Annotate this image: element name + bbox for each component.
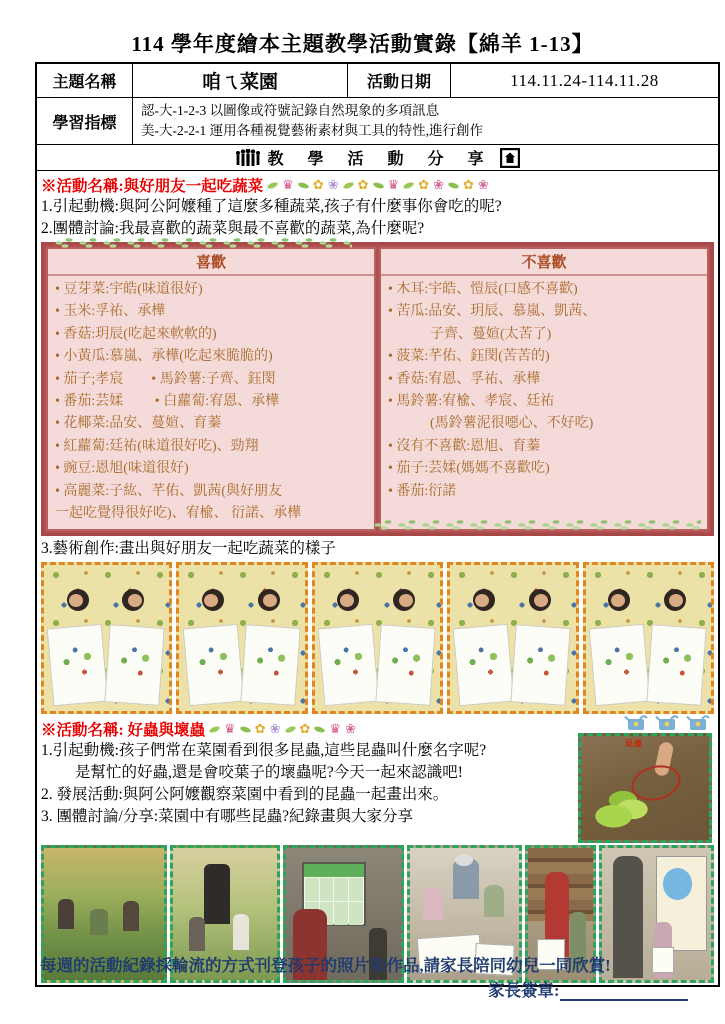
- flower-icon: ✿: [418, 177, 430, 193]
- weekly-notice: 每週的活動紀錄採輪流的方式刊登孩子的照片和作品,請家長陪同幼兒一同欣賞!: [40, 956, 611, 975]
- like-item: • 花椰菜:品安、蔓媗、育蓁: [55, 416, 222, 432]
- like-items: [48, 276, 374, 529]
- like-item: • 香菇:玥辰(吃起來軟軟的): [55, 326, 217, 342]
- drawing-paper: [646, 624, 706, 706]
- date-value: 114.11.24-114.11.28: [510, 70, 659, 90]
- dislike-item: • 馬鈴薯:宥楡、孝宸、廷祐: [388, 394, 555, 410]
- adult-figure: [204, 864, 230, 924]
- page-title: 114 學年度繪本主題教學活動實錄【綿羊 1-13】: [131, 32, 594, 56]
- child-face: [69, 594, 83, 607]
- flower-icon: ♛: [329, 721, 342, 737]
- child-figure: [484, 885, 504, 917]
- indicator-line-2: 美-大-2-2-1 運用各種視覺藝術素材與工具的特性,進行創作: [141, 123, 483, 138]
- teacher-figure: [613, 856, 643, 977]
- activity2-block: [41, 718, 714, 840]
- leaf-icon: [372, 181, 384, 189]
- dislike-item: • 苦瓜:品安、玥辰、慕嵐、凱茜、: [388, 304, 597, 320]
- photo-art-2: [176, 562, 307, 714]
- photo-art-3: [312, 562, 443, 714]
- lettuce-bug-photo: [578, 733, 712, 843]
- child-figure: [90, 909, 108, 935]
- child-figure: [423, 888, 443, 920]
- leaf-icon: [403, 181, 415, 190]
- signature-label: 家長簽章:: [488, 981, 560, 1000]
- child-figure: [123, 901, 139, 931]
- children-group-icon: [235, 149, 261, 166]
- flower-icon: ✿: [312, 177, 324, 193]
- theme-label: 主題名稱: [37, 64, 133, 97]
- dislike-items: [381, 276, 707, 507]
- activity-content: [37, 171, 718, 985]
- flower-icon: ❀: [433, 177, 445, 193]
- vine-decoration: [371, 520, 701, 530]
- leaf-icon: [297, 181, 309, 189]
- like-item: • 小黃瓜:慕嵐、承樺(吃起來脆脆的): [55, 349, 273, 365]
- flower-icon: ✿: [357, 177, 369, 193]
- drawing-paper: [47, 624, 108, 706]
- dislike-item: • 木耳:宇皓、愷辰(口感不喜歡): [388, 282, 578, 297]
- dislike-header: 不喜歡: [381, 249, 707, 276]
- activity2-line-4: 3. 團體討論/分享:菜園中有哪些昆蟲?紀錄畫與大家分享: [41, 808, 413, 826]
- activity1-art-line: 3.藝術創作:畫出與好朋友一起吃蔬菜的樣子: [41, 540, 336, 558]
- slide-title-bar: [304, 864, 364, 877]
- flower-icon: ✿: [463, 177, 474, 193]
- dislike-item: • 沒有不喜歡:恩旭、育蓁: [388, 438, 541, 454]
- indicator-line-1: 認-大-1-2-3 以圖像或符號記錄自然現象的多項訊息: [141, 103, 440, 118]
- framed-stamp-icon: [500, 148, 520, 168]
- watering-can-icon: [655, 714, 679, 731]
- activity1-title-row: [41, 174, 714, 196]
- flower-icon: ♛: [224, 721, 236, 737]
- watering-can-icon: [624, 714, 648, 731]
- activity1-line-1: 1.引起動機:與阿公阿嬤種了這麼多種蔬菜,孩子有什麼事你會吃的呢?: [41, 198, 502, 215]
- like-item: • 番茄:芸媃 • 白蘿蔔:宥恩、承樺: [55, 394, 280, 410]
- activity2-line-2: 是幫忙的好蟲,還是會咬葉子的壞蟲呢?今天一起來認識吧!: [75, 764, 463, 782]
- activity1-line-2: 2.團體討論:我最喜歡的蔬菜與最不喜歡的蔬菜,為什麼呢?: [41, 220, 425, 237]
- bug-photo-label: 昆蟲: [625, 739, 643, 749]
- dislike-item: (馬鈴薯泥很噁心、不好吃): [388, 416, 594, 432]
- child-figure: [233, 914, 249, 950]
- like-item: • 茄子;孝宸 • 馬鈴薯:子齊、鈺閔: [55, 371, 276, 387]
- photo-art-1: [41, 562, 172, 714]
- art-photo-row: [41, 562, 714, 714]
- child-face: [128, 594, 142, 607]
- photo-art-4: [447, 562, 578, 714]
- leaf-icon: [314, 725, 326, 733]
- vegetable-preference-table: [41, 242, 714, 536]
- child-figure: [189, 917, 205, 951]
- vine-decoration: [52, 238, 352, 248]
- drawing-paper: [182, 624, 243, 706]
- flower-icon: ♛: [282, 177, 294, 193]
- flower-icon: ♛: [387, 177, 400, 193]
- drawing-paper: [589, 624, 650, 706]
- like-item: • 紅蘿蔔:廷祐(味道很好吃)、勁翔: [55, 438, 259, 454]
- leaf-icon: [448, 181, 460, 189]
- leaf-icon: [342, 181, 354, 190]
- drawing-paper: [240, 624, 300, 706]
- like-header: 喜歡: [48, 249, 374, 276]
- watering-can-row: [624, 714, 710, 731]
- indicator-row: [37, 98, 718, 145]
- cloud-graphic: [663, 868, 692, 899]
- like-item: 一起吃覺得很好吃)、宥楡、 衍諾、承樺: [55, 506, 302, 522]
- photo-art-5: [583, 562, 714, 714]
- activity2-line-3: 2. 發展活動:與阿公阿嬤觀察菜園中看到的昆蟲一起畫出來。: [41, 786, 449, 804]
- record-table: [35, 62, 720, 987]
- like-item: • 玉米:孚祐、承樺: [55, 304, 166, 320]
- drawing-paper: [511, 624, 571, 706]
- like-item: • 豆芽菜:宇皓(味道很好): [55, 282, 203, 297]
- indicator-body: [133, 98, 718, 144]
- like-item: • 豌豆:恩旭(味道很好): [55, 461, 189, 477]
- child-face: [534, 594, 548, 607]
- dislike-item: • 茄子:芸媃(媽媽不喜歡吃): [388, 461, 550, 477]
- dislike-item: • 菠菜:芊佑、鈺閔(苦苦的): [388, 349, 550, 365]
- drawing-paper: [375, 624, 435, 706]
- flower-icon: ✿: [254, 721, 266, 737]
- drawing-paper: [318, 624, 379, 706]
- activity1-title: ※活動名稱:與好朋友一起吃蔬菜: [41, 178, 264, 195]
- theme-row: [37, 64, 718, 98]
- theme-value: 咱ㄟ菜園: [133, 64, 348, 97]
- small-book: [652, 947, 674, 973]
- signature-blank-line: [560, 983, 688, 1001]
- watering-can-icon: [686, 714, 710, 731]
- leaf-icon: [284, 725, 296, 734]
- drawing-paper: [105, 624, 165, 706]
- photo-teacher-mic: [599, 845, 714, 983]
- child-face: [340, 594, 354, 607]
- leaf-icon: [209, 725, 221, 734]
- activity2-title: ※活動名稱: 好蟲與壞蟲: [41, 722, 206, 740]
- dislike-item: • 香菇:宥恩、孚祐、承樺: [388, 371, 541, 387]
- flower-icon: ❀: [327, 177, 339, 193]
- child-figure: [58, 899, 74, 929]
- dislike-item: • 番茄:衍諾: [388, 483, 457, 499]
- child-face: [399, 594, 413, 607]
- share-header: 教 學 活 動 分 享: [267, 151, 494, 168]
- activity2-line-1: 1.引起動機:孩子們常在菜園看到很多昆蟲,這些昆蟲叫什麼名字呢?: [41, 742, 487, 760]
- flower-icon: ✿: [299, 721, 311, 737]
- dislike-column: [379, 247, 709, 531]
- flower-icon: ❀: [477, 177, 489, 193]
- grandparent-hair: [455, 854, 473, 866]
- like-item: • 高麗菜:子紘、芊佑、凱茜(與好朋友: [55, 483, 282, 499]
- flower-icon: ❀: [269, 721, 281, 737]
- date-label: 活動日期: [348, 64, 451, 97]
- like-column: [46, 247, 376, 531]
- dislike-item: 子齊、蔓媗(太苦了): [388, 326, 552, 342]
- share-header-row: [37, 145, 718, 171]
- drawing-paper: [453, 624, 514, 706]
- child-face: [611, 594, 625, 607]
- indicator-label: 學習指標: [37, 98, 133, 144]
- leaf-icon: [239, 725, 251, 733]
- flower-icon: ❀: [345, 721, 356, 737]
- signature-row: [488, 977, 688, 1001]
- leaf-icon: [267, 181, 279, 190]
